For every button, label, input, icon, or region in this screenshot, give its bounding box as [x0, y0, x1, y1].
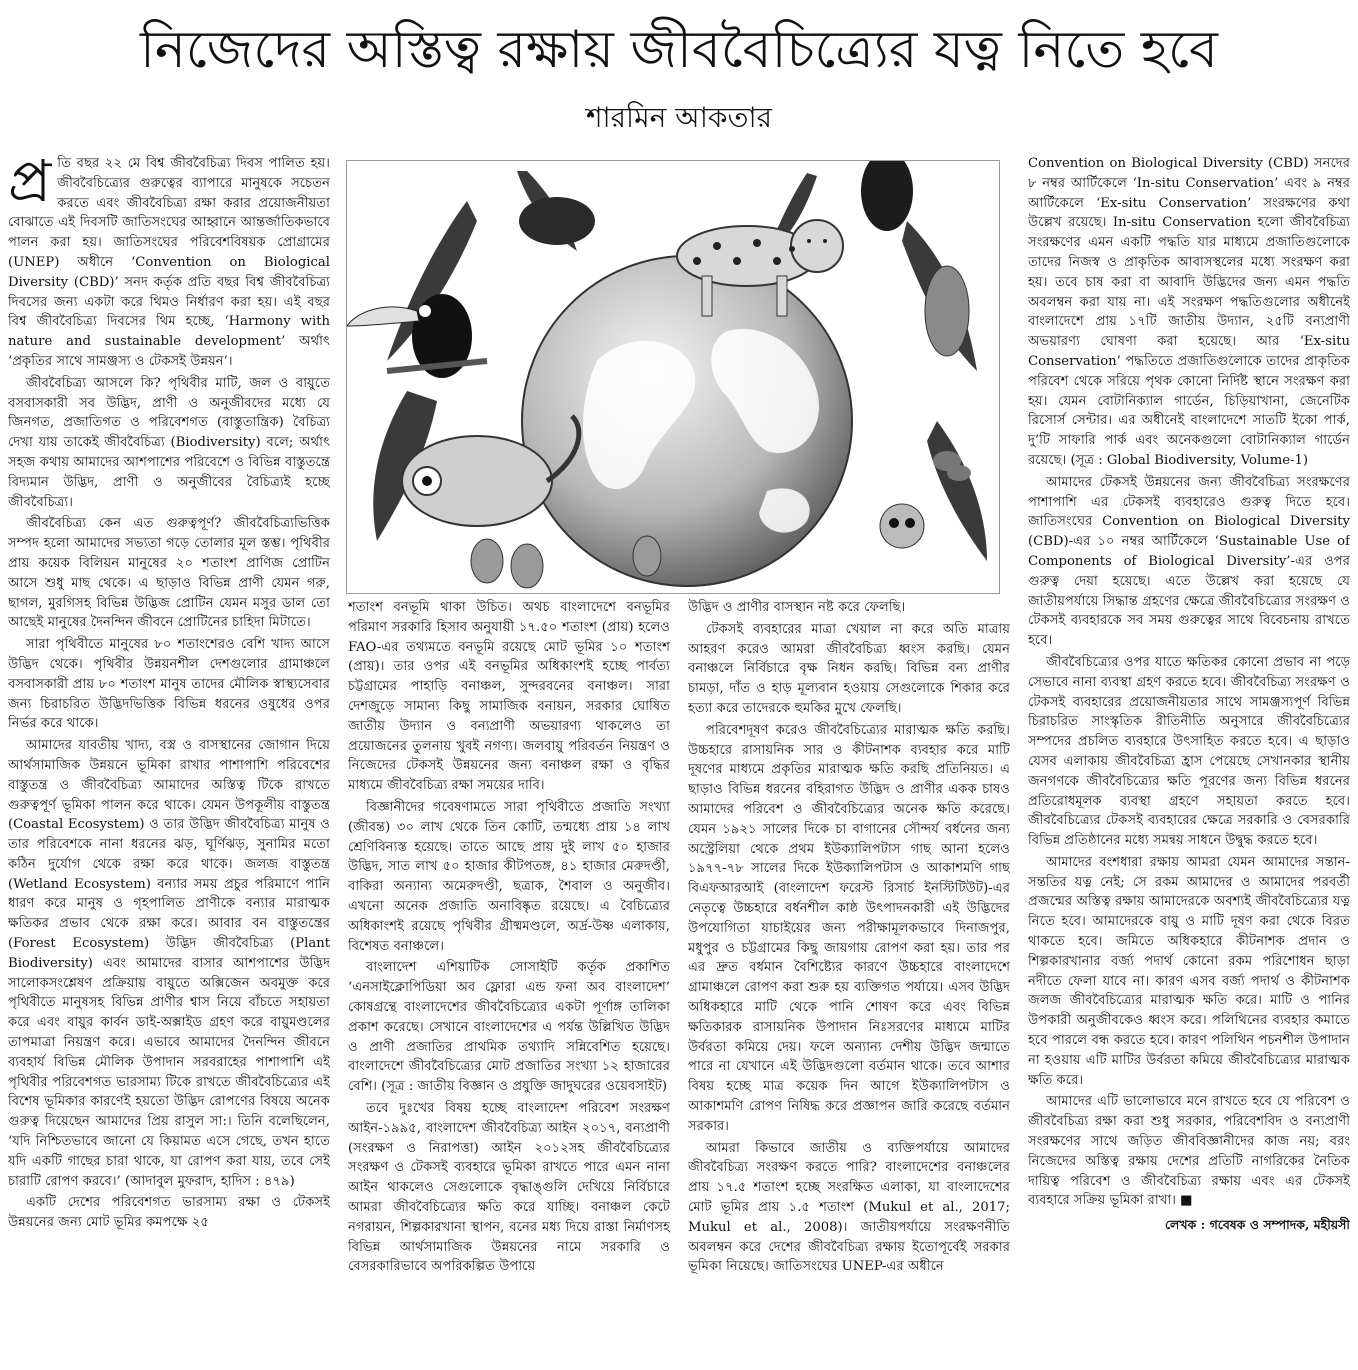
paragraph-text: তি বছর ২২ মে বিশ্ব জীববৈচিত্র্য দিবস পালিত হয়। জীববৈচিত্র্যের গুরুত্বের ব্যাপারে মানুষকে সচেতন করতে এবং জীববৈচিত্র্য রক্ষা করার প্রয়োজনীয়তা বোঝাতে এই দিবসটি জাতিসংঘের আহ্বানে আন্তর্জাতিকভাবে পালন করা হয়। জাতিসংঘের পরিবেশবিষয়ক প্রোগ্রামের (UNEP) অধীনে ‘Convention on Biological Diversity (CBD)’ সনদ কর্তৃক প্রতি বছর বিশ্ব জীববৈচিত্র্য দিবসের জন্য একটা করে থিমও নির্ধারণ করা হয়। এই বছর বিশ্ব জীববৈচিত্র্য দিবসের থিম হচ্ছে, ‘Harmony with nature and sustainable development’ অর্থাৎ ‘প্রকৃতির সাথে সামঞ্জস্য ও টেকসই উন্নয়ন’। — [8, 156, 330, 369]
paragraph: আমাদের যাবতীয় খাদ্য, বস্ত্র ও বাসস্থানের জোগান দিয়ে আর্থসামাজিক উন্নয়নে ভূমিকা রাখার পাশাপাশি পরিবেশের বাস্তুতন্ত্র ও জীববৈচিত্র্য আমাদের অস্তিত্ব টিকে রাখতে গুরুত্বপূর্ণ ভূমিকা পালন করে থাকে। যেমন উপকূলীয় বাস্তুতন্ত্র (Coastal Ecosystem) ও তার উদ্ভিদ জীববৈচিত্র্য মানুষ ও তার পরিবেশকে নানা ধরনের ঝড়, ঘূর্ণিঝড়, সুনামির মতো কঠিন দুর্যোগ থেকে রক্ষা করে থাকে। জলজ বাস্তুতন্ত্র (Wetland Ecosystem) বন্যার সময় প্রচুর পরিমাণে পানি ধারণ করে মানুষ ও গৃহপালিত প্রাণীকে বন্যার মারাত্মক ক্ষতিকর প্রভাব থেকে রক্ষা করে। আবার বন বাস্তুতন্ত্রের (Forest Ecosystem) উদ্ভিদ জীববৈচিত্র্য (Plant Biodiversity) এবং আমাদের বাসার আশপাশের উদ্ভিদ সালোকসংশ্লেষণ প্রক্রিয়ায় বায়ুতে অক্সিজেন অবমুক্ত করে পৃথিবীতে মানুষসহ বিভিন্ন প্রাণীর শ্বাস নিয়ে বাঁচতে সহায়তা করে এবং বায়ুর কার্বন ডাই-অক্সাইড গ্রহণ করে বায়ুমণ্ডলের তাপমাত্রা নিয়ন্ত্রণ করে। এভাবে আমাদের দৈনন্দিন জীবনে ব্যবহার্য বিভিন্ন মৌলিক উপাদান সরবরাহের পাশাপাশি এই পৃথিবীর পরিবেশগত ভারসাম্য টিকে রাখতে জীববৈচিত্র্যের এই বিশেষ ভূমিকার কারণেই হয়তো উদ্ভিদ রোপণের বিষয়ে অনেক গুরুত্ব দিয়েছেন আমাদের প্রিয় রাসুল সা:। তিনি বলেছিলেন, ‘যদি নিশ্চিতভাবে জানো যে কিয়ামত এসে গেছে, তখন হাতে যদি একটি গাছের চারা থাকে, যা রোপণ করা যায়, তবে সেই চারাটি রোপণ করবে।’ (আদাবুল মুফরাদ, হাদিস : ৪৭৯) — [8, 738, 330, 1189]
paragraph — [8, 154, 330, 372]
author-note: লেখক : গবেষক ও সম্পাদক, মহীয়সী — [1164, 1217, 1350, 1233]
paragraph: Convention on Biological Diversity (CBD) সনদের ৮ নম্বর আর্টিকেলে ‘In-situ Conservation’ এবং ৯ নম্বর আর্টিকেলে ‘Ex-situ Conservation’ সংরক্ষণের কথা উল্লেখ রয়েছে। In-situ Conservation হলো জীববৈচিত্র্য সংরক্ষণের এমন একটি পদ্ধতি যার মাধ্যমে প্রজাতিগুলোকে তাদের নিজস্ব ও প্রাকৃতিক আবাসস্থলের মধ্যে সংরক্ষণ করা হয়। তবে চাষ করা বা আবাদি উদ্ভিদের জন্য এমন পদ্ধতি অবলম্বন করা যায় না। এই সংরক্ষণ পদ্ধতিগুলোর অধীনেই বাংলাদেশে প্রায় ১৭টি জাতীয় উদ্যান, ২৫টি বন্যপ্রাণী অভয়ারণ্য ঘোষণা করা হয়েছে। আর ‘Ex-situ Conservation’ পদ্ধতিতে প্রজাতিগুলোকে তাদের প্রাকৃতিক পরিবেশ থেকে সরিয়ে পৃথক কোনো নির্দিষ্ট স্থানে সংরক্ষণ করা হয়। যেমন বোটানিক্যাল গার্ডেন, চিড়িয়াখানা, জেনেটিক রিসোর্স সেন্টার। এর অধীনেই বাংলাদেশে সাতটি ইকো পার্ক, দু’টি সাফারি পার্ক এবং অনেকগুলো বোটানিক্যাল গার্ডেন রয়েছে। (সূত্র : Global Biodiversity, Volume-1) — [1028, 156, 1350, 468]
paragraph: একটি দেশের পরিবেশগত ভারসাম্য রক্ষা ও টেকসই উন্নয়নের জন্য মোট ভূমির কমপক্ষে ২৫ — [8, 1195, 330, 1231]
paragraph: জীববৈচিত্র্য কেন এত গুরুত্বপূর্ণ? জীববৈচিত্র্যভিত্তিক সম্পদ হলো আমাদের সভ্যতা গড়ে তোলার মূল স্তম্ভ। পৃথিবীর প্রায় কয়েক বিলিয়ন মানুষের ২০ শতাংশ প্রাণিজ প্রোটিন আসে শুধু মাছ থেকে। এ ছাড়াও বিভিন্ন প্রাণী যেমন গরু, ছাগল, মুরগিসহ বিভিন্ন উদ্ভিজ প্রোটিন যেমন মসুর ডাল তো আছেই মানুষের দৈনন্দিন জীবনে প্রোটিনের চাহিদা মিটাতে। — [8, 516, 330, 631]
dropcap: প্র — [8, 154, 52, 215]
paragraph: তবে দুঃখের বিষয় হচ্ছে বাংলাদেশ পরিবেশ সংরক্ষণ আইন-১৯৯৫, বাংলাদেশ জীববৈচিত্র্য আইন ২০১৭, বন্যপ্রাণী (সংরক্ষণ ও নিরাপত্তা) আইন ২০১২সহ জীববৈচিত্র্যের সংরক্ষণ ও টেকসই ব্যবহারে ভূমিকা রাখতে পারে এমন নানা আইন থাকলেও সেগুলোকে বৃদ্ধাঙ্গুলি দেখিয়ে নির্বিচারে আমরা জীববৈচিত্র্যের ক্ষতি করে যাচ্ছি। বনাঞ্চল কেটে নগরায়ন, শিল্পকারখানা স্থাপন, বনের মধ্য দিয়ে রাস্তা নির্মাণসহ বিভিন্ন আর্থসামাজিক উন্নয়নের নামে সরকারি ও বেসরকারিভাবে অপরিকল্পিত উপায়ে — [348, 1100, 670, 1275]
paragraph: সারা পৃথিবীতে মানুষের ৮০ শতাংশেরও বেশি খাদ্য আসে উদ্ভিদ থেকে। পৃথিবীর উন্নয়নশীল দেশগুলোর গ্রামাঞ্চলে বসবাসকারী প্রায় ৮০ শতাংশ মানুষ তাদের মৌলিক স্বাস্থ্যসেবার জন্য চিরাচরিত উদ্ভিদভিত্তিক বিভিন্ন ধরনের ওষুধের ওপর নির্ভর করে থাকে। — [8, 637, 330, 732]
byline: শারমিন আকতার — [585, 101, 773, 134]
paragraph: বিজ্ঞানীদের গবেষণামতে সারা পৃথিবীতে প্রজাতি সংখ্যা (জীবন্ত) ৩০ লাখ থেকে তিন কোটি, তন্মধ্যে প্রায় ১৪ লাখ শ্রেণিবিন্যস্ত হয়েছে। তাতে আছে প্রায় দুই লাখ ৫০ হাজার উদ্ভিদ, সাত লাখ ৫০ হাজার কীটপতঙ্গ, ৪১ হাজার মেরুদণ্ডী, বাকিরা অন্যান্য অমেরুদণ্ডী, ছত্রাক, শৈবাল ও অনুজীব। এখনো অনেক প্রজাতি অনাবিষ্কৃত রয়েছে। এ বৈচিত্র্যের অধিকাংশই রয়েছে পৃথিবীর গ্রীষ্মমণ্ডলে, অর্দ্র-উষ্ণ এলাকায়, বিশেষত বনাঞ্চলে। — [348, 799, 670, 954]
biodiversity-illustration — [346, 160, 1000, 594]
paragraph: জীববৈচিত্র্যের ওপর যাতে ক্ষতিকর কোনো প্রভাব না পড়ে সেভাবে নানা ব্যবস্থা গ্রহণ করতে হবে। জীববৈচিত্র্য সংরক্ষণ ও টেকসই ব্যবহারের প্রয়োজনীয়তার সাথে সামঞ্জস্যপূর্ণ বিভিন্ন চিরাচরিত সাংস্কৃতিক রীতিনীতি অনুসারে জীববৈচিত্র্যের সম্পদের প্রচলিত ব্যবহারে উৎসাহিত করতে হবে। এ ছাড়াও যেসব এলাকায় জীববৈচিত্র্য হ্রাস পেয়েছে সেখানকার স্থানীয় জনগণকে জীববৈচিত্র্যের ক্ষতি পূরণের জন্য বিভিন্ন ধরনের প্রতিরোধমূলক ব্যবস্থা গ্রহণে সহায়তা করতে হবে। জীববৈচিত্র্যের টেকসই ব্যবহারের ক্ষেত্রে সরকারি ও বেসরকারি বিভিন্ন প্রতিষ্ঠানের মধ্যে সমন্বয় সাধনে উদ্বুদ্ধ করতে হবে। — [1028, 654, 1350, 849]
column-2 — [348, 598, 670, 1366]
paragraph: উদ্ভিদ ও প্রাণীর বাসস্থান নষ্ট করে ফেলছি। — [688, 600, 906, 615]
column-1 — [8, 154, 330, 1366]
paragraph: আমাদের টেকসই উন্নয়নের জন্য জীববৈচিত্র্য সংরক্ষণের পাশাপাশি এর টেকসই ব্যবহারেও গুরুত্ব দিতে হবে। জাতিসংঘের Convention on Biological Diversity (CBD)-এর ১০ নম্বর আর্টিকেলে ‘Sustainable Use of Components of Biological Diversity’-এর ওপর গুরুত্ব দেয়া হয়েছে। এতে উল্লেখ করা হয়েছে যে জাতীয়পর্যায়ে সিদ্ধান্ত গ্রহণের ক্ষেত্রে জীববৈচিত্র্যের সংরক্ষণ ও টেকসই ব্যবহারকে সব সময় গুরুত্বের সাথে বিবেচনায় রাখতে হবে। — [1028, 474, 1350, 649]
paragraph: বাংলাদেশ এশিয়াটিক সোসাইটি কর্তৃক প্রকাশিত ‘এনসাইক্লোপিডিয়া অব ফ্লোরা এন্ড ফনা অব বাংলাদেশ’ কোষগ্রন্থে বাংলাদেশের জীববৈচিত্র্যের একটা পূর্ণাঙ্গ তালিকা প্রকাশ করেছে। সেখানে বাংলাদেশের এ পর্যন্ত উল্লিখিত উদ্ভিদ ও প্রাণী প্রজাতির প্রাথমিক তথ্যাদি সন্নিবেশিত হয়েছে। বাংলাদেশে জীববৈচিত্র্যের মোট প্রজাতির সংখ্যা ১২ হাজারের বেশি। (সূত্র : জাতীয় বিজ্ঞান ও প্রযুক্তি জাদুঘরের ওয়েবসাইট) — [348, 960, 670, 1095]
paragraph: আমাদের এটি ভালোভাবে মনে রাখতে হবে যে পরিবেশ ও জীববৈচিত্র্য রক্ষা করা শুধু সরকার, পরিবেশবিদ ও বন্যপ্রাণী সংরক্ষণের সাথে জড়িত জীববিজ্ঞানীদের কাজ নয়; বরং নিজেদের অস্তিত্ব রক্ষায় দেশের প্রতিটি নাগরিকের নৈতিক দায়িত্ব পরিবেশ ও জীববৈচিত্র্য রক্ষায় এবং এর টেকসই ব্যবহারে সক্রিয় ভূমিকা রাখা। ■ — [1028, 1094, 1350, 1209]
paragraph: জীববৈচিত্র্য আসলে কি? পৃথিবীর মাটি, জল ও বায়ুতে বসবাসকারী সব উদ্ভিদ, প্রাণী ও অনুজীবদের মধ্যে যে জিনগত, প্রজাতিগত ও পরিবেশগত (বাস্তুতান্ত্রিক) বৈচিত্র্য দেখা যায় তাকেই জীববৈচিত্র্য (Biodiversity) বলে; অর্থাৎ সহজ কথায় আমাদের আশপাশের পরিবেশে ও বিভিন্ন বাস্তুতন্ত্রে বিদ্যমান উদ্ভিদ, প্রাণী ও অনুজীবের বৈচিত্র্যই হচ্ছে জীববৈচিত্র্য। — [8, 375, 330, 510]
column-4 — [1028, 154, 1350, 1366]
paragraph: পরিবেশদূষণ করেও জীববৈচিত্র্যের মারাত্মক ক্ষতি করছি। উচ্চহারে রাসায়নিক সার ও কীটনাশক ব্যবহার করে মাটি দূষণের মাধ্যমে প্রকৃতির মারাত্মক ক্ষতি করছি প্রতিনিয়ত। এ ছাড়াও বিভিন্ন ধরনের বহিরাগত উদ্ভিদ ও প্রাণীর একক চাষও আমাদের পরিবেশ ও জীববৈচিত্র্যের অনেক ক্ষতি করেছে। যেমন ১৯২১ সালের দিকে চা বাগানের সৌন্দর্য বর্ধনের জন্য অস্ট্রেলিয়া থেকে প্রথম ইউক্যালিপটাস গাছ আনা হলেও ১৯৭৭-৭৮ সালের দিকে ইউক্যালিপটাস ও আকাশমণি গাছ বিএফআরআই (বাংলাদেশ ফরেস্ট রিসার্চ ইনস্টিটিউট)-এর নেতৃত্বে উচ্চহারে বর্ধনশীল কাষ্ঠ উৎপাদনকারী এই উদ্ভিদের উপযোগিতা যাচাইয়ের জন্য পরীক্ষামূলকভাবে দিনাজপুর, মধুপুর ও চট্টগ্রামের কিছু জায়গায় রোপণ করা হয়। তার পর এর দ্রুত বর্ধমান বৈশিষ্ট্যের কারণে উচ্চহারে বাংলাদেশে গ্রামাঞ্চলে রোপণ করা শুরু হয় ব্যক্তিগত পর্যায়ে। এসব উদ্ভিদ অধিকহারে মাটি থেকে পানি শোষণ করে এবং বিভিন্ন ক্ষতিকারক রাসায়নিক উপাদান নিঃসরণের মাধ্যমে মাটির উর্বরতা কমিয়ে দেয়। ফলে অন্যান্য দেশীয় উদ্ভিদ জন্মাতে পারে না যেখানে এই উদ্ভিদগুলো বর্তমান থাকে। তবে আশার বিষয় হচ্ছে মাত্র কয়েক দিন আগে ইউক্যালিপটাস ও আকাশমণি রোপণ নিষিদ্ধ করে প্রজ্ঞাপন জারি করেছে বর্তমান সরকার। — [688, 722, 1010, 1134]
paragraph: আমরা কিভাবে জাতীয় ও ব্যক্তিপর্যায়ে আমাদের জীববৈচিত্র্য সংরক্ষণ করতে পারি? বাংলাদেশের বনাঞ্চলের প্রায় ১৭.৫ শতাংশ হচ্ছে সংরক্ষিত এলাকা, যা বাংলাদেশের মোট ভূমির প্রায় ১.৫ শতাংশ (Mukul et al., 2017; Mukul et al., 2008)। জাতীয়পর্যায়ে সংরক্ষণনীতি অবলম্বন করে দেশের জীববৈচিত্র্য রক্ষায় ইতোপূর্বেই সরকার ভূমিকা নিয়েছে। জাতিসংঘের UNEP-এর অধীনে — [688, 1140, 1010, 1275]
globe-animals-image — [347, 161, 999, 593]
column-3 — [688, 598, 1010, 1366]
paragraph: টেকসই ব্যবহারের মাত্রা খেয়াল না করে অতি মাত্রায় আহরণ করেও আমরা জীববৈচিত্র্য ধ্বংস করছি। যেমন বনাঞ্চলে নির্বিচারে বৃক্ষ নিধন করছি। বিভিন্ন বন্য প্রাণীর চামড়া, দাঁত ও হাড় মূল্যবান হওয়ায় সেগুলোকে শিকার করে হত্যা করে তাদেরকে হুমকির মুখে ফেলছি। — [688, 621, 1010, 716]
paragraph: আমাদের বংশধারা রক্ষায় আমরা যেমন আমাদের সন্তান- সন্ততির যত্ন নেই; সে রকম আমাদের ও আমাদের পরবর্তী প্রজন্মের অস্তিত্ব রক্ষায় আমাদেরকে অবশ্যই জীববৈচিত্র্যের যত্ন নিতে হবে। আমাদেরকে বায়ু ও মাটি দূষণ করা থেকে বিরত থাকতে হবে। জমিতে অধিকহারে কীটনাশক প্রদান ও শিল্পকারখানার বর্জ্য পদার্থ কোনো রকম পরিশোধন ছাড়া নদীতে ফেলা যাবে না। কারণ এসব বর্জ্য পদার্থ ও কীটনাশক জলজ জীববৈচিত্র্যের মারাত্মক ক্ষতি করে। মাটি ও পানির উপকারী অনুজীবকেও ধ্বংস করে। পলিথিনের ব্যবহার কমাতে হবে পারলে বন্ধ করতে হবে। কারণ পলিথিন পচনশীল উপাদান না হওয়ায় এটি মাটির উর্বরতা কমিয়ে জীববৈচিত্র্যের মারাত্মক ক্ষতি করে। — [1028, 854, 1350, 1088]
paragraph: শতাংশ বনভূমি থাকা উচিত। অথচ বাংলাদেশে বনভূমির পরিমাণ সরকারি হিসাব অনুযায়ী ১৭.৫০ শতাংশ (প্রায়) হলেও FAO-এর তথ্যমতে বনভূমি রয়েছে মোট ভূমির ১০ শতাংশ (প্রায়)। তার ওপর এই বনভূমির অধিকাংশই হচ্ছে পার্বত্য চট্টগ্রামের পাহাড়ি বনাঞ্চল, সুন্দরবনের বনাঞ্চল। সারা দেশজুড়ে সামান্য কিছু সামাজিক বনায়ন, সরকার ঘোষিত জাতীয় উদ্যান ও বন্যপ্রাণী অভয়ারণ্য থাকলেও তা প্রয়োজনের তুলনায় খুবই নগণ্য। জলবায়ু পরিবর্তন নিয়ন্ত্রণ ও নিজেদের টেকসই উন্নয়নের জন্য বনাঞ্চল রক্ষা ও বৃদ্ধির মাধ্যমে জীববৈচিত্র্য রক্ষা সময়ের দাবি। — [348, 600, 670, 794]
headline: নিজেদের অস্তিত্ব রক্ষায় জীববৈচিত্র্যের যত্ন নিতে হবে — [140, 20, 1218, 80]
